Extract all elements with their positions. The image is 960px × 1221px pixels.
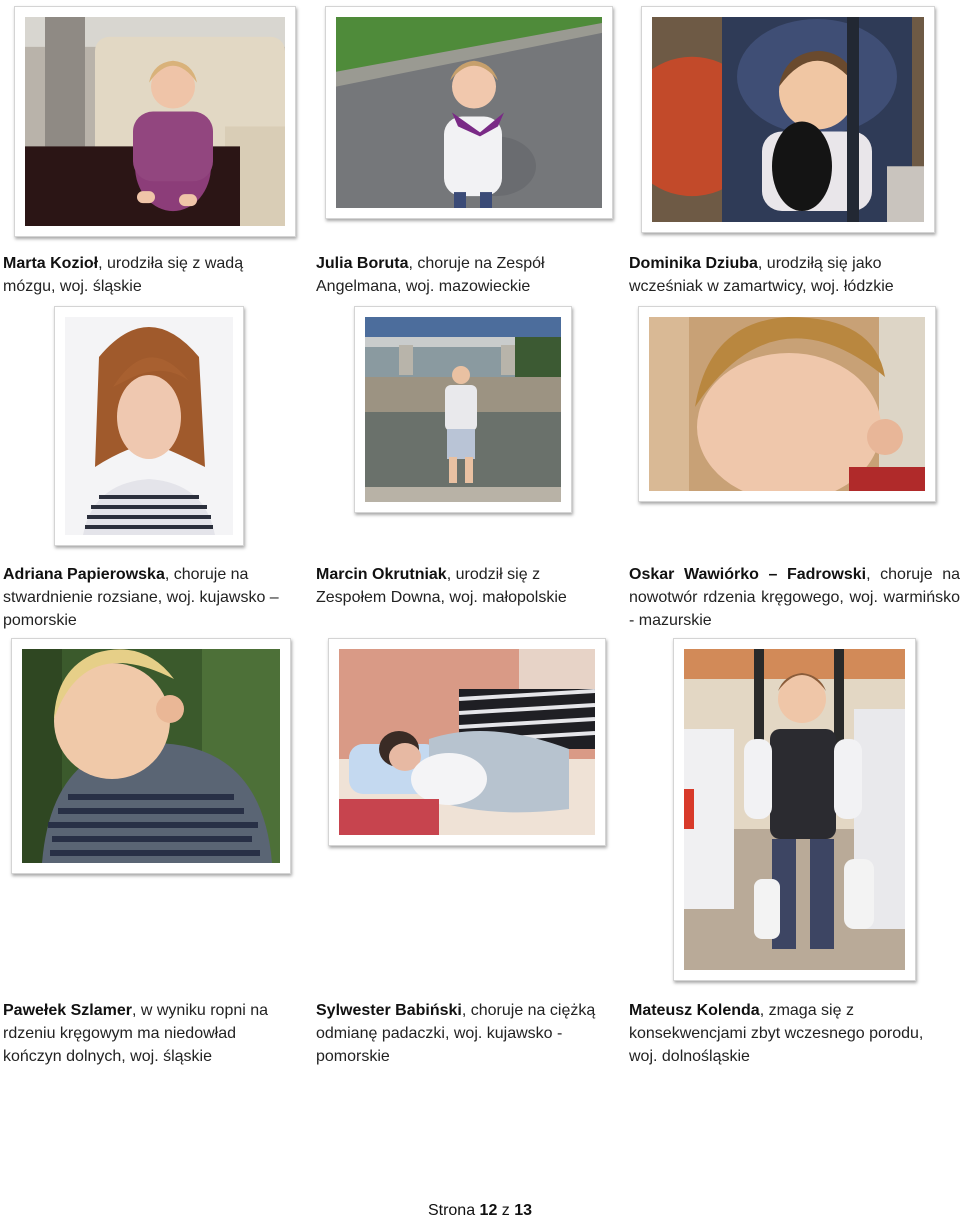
caption-9	[629, 999, 949, 1068]
photo-frame-4	[54, 306, 244, 546]
blond-boy-closeup-photo	[649, 317, 925, 491]
photo-frame-1	[14, 6, 296, 237]
person-name: Oskar Wawiórko – Fadrowski	[629, 566, 867, 583]
total-pages: 13	[514, 1202, 533, 1219]
caption-6	[629, 563, 960, 632]
smiling-boy-striped-shirt-photo	[22, 649, 280, 863]
person-name: Pawełek Szlamer	[3, 1002, 132, 1019]
person-description: , zmaga się z konsekwencjami zbyt wczesnego porodu, woj. dolnośląskie	[629, 1002, 924, 1065]
person-name: Marcin Okrutniak	[316, 566, 447, 583]
caption-8	[316, 999, 608, 1068]
person-description: , choruje na nowotwór rdzenia kręgowego, woj. warmińsko - mazurskie	[629, 566, 960, 629]
boy-by-river-under-bridge-photo	[365, 317, 561, 502]
person-description: , urodziłą się jako wcześniak w zamartwicy, woj. łódzkie	[629, 255, 894, 295]
girl-in-purple-sweater-on-sofa-photo	[25, 17, 285, 226]
photo-frame-3	[641, 6, 935, 233]
person-name: Adriana Papierowska	[3, 566, 165, 583]
page-number	[0, 1202, 960, 1220]
person-name: Julia Boruta	[316, 255, 409, 272]
woman-portrait-photo	[65, 317, 233, 535]
caption-7	[3, 999, 295, 1068]
person-name: Marta Kozioł	[3, 255, 99, 272]
person-name: Mateusz Kolenda	[629, 1002, 760, 1019]
caption-5	[316, 563, 608, 609]
caption-4	[3, 563, 295, 632]
girl-on-road-photo	[336, 17, 602, 208]
photo-frame-7	[11, 638, 291, 874]
photo-frame-9	[673, 638, 916, 981]
person-description: , urodził się z Zespołem Downa, woj. małopolskie	[316, 566, 567, 606]
page-label: Strona	[427, 1202, 476, 1219]
boy-in-rehabilitation-robot-photo	[684, 649, 905, 970]
caption-1	[3, 252, 295, 298]
photo-frame-6	[638, 306, 936, 502]
current-page: 12	[479, 1202, 498, 1219]
boy-lying-in-bed-photo	[339, 649, 595, 835]
person-name: Sylwester Babiński	[316, 1002, 462, 1019]
person-description: , choruje na ciężką odmianę padaczki, woj. kujawsko - pomorskie	[316, 1002, 596, 1065]
caption-2	[316, 252, 608, 298]
person-description: , choruje na stwardnienie rozsiane, woj. kujawsko – pomorskie	[3, 566, 279, 629]
person-description: , urodziła się z wadą mózgu, woj. śląskie	[3, 255, 244, 295]
person-description: , choruje na Zespół Angelmana, woj. mazowieckie	[316, 255, 545, 295]
photo-frame-2	[325, 6, 613, 219]
photo-frame-8	[328, 638, 606, 846]
caption-3	[629, 252, 921, 298]
page-separator: z	[501, 1202, 510, 1219]
person-name: Dominika Dziuba	[629, 255, 758, 272]
girl-in-wheelchair-with-puppy-photo	[652, 17, 924, 222]
photo-frame-5	[354, 306, 572, 513]
person-description: , w wyniku ropni na rdzeniu kręgowym ma niedowład kończyn dolnych, woj. śląskie	[3, 1002, 269, 1065]
